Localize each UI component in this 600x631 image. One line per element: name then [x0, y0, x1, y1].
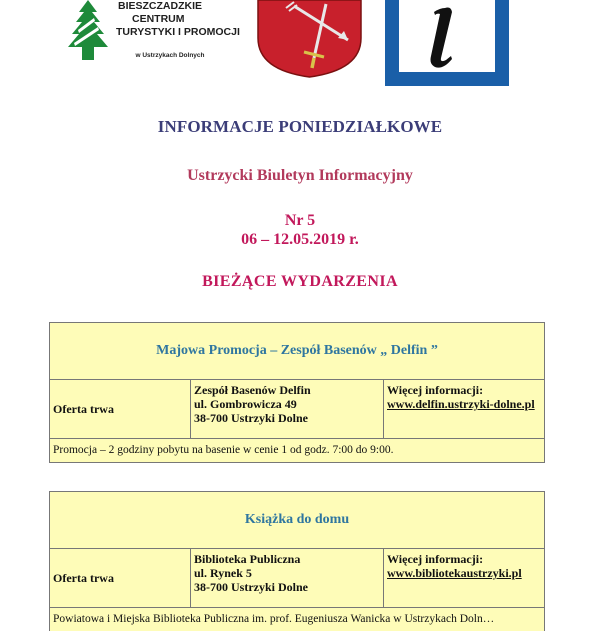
tree-icon	[64, 0, 112, 66]
offer-label: Oferta trwa	[50, 380, 191, 438]
address-line: 38-700 Ustrzyki Dolne	[194, 411, 308, 425]
logo-text	[110, 0, 240, 39]
logo-line-3: TURYSTYKI I PROMOCJI	[116, 26, 240, 38]
event-card	[49, 491, 545, 631]
event-link[interactable]: www.delfin.ustrzyki-dolne.pl	[387, 397, 535, 411]
issue-number: Nr 5	[284, 212, 316, 229]
section-title: BIEŻĄCE WYDARZENIA	[202, 273, 398, 290]
issue-dates: 06 – 12.05.2019 r.	[241, 231, 359, 248]
event-description: Powiatowa i Miejska Biblioteka Publiczna im. prof. Eugeniusza Wanicka w Ustrzykach Doln…	[50, 608, 544, 631]
tourist-info-icon	[385, 0, 509, 86]
address-line: Biblioteka Publiczna	[194, 552, 301, 566]
issue-info	[0, 211, 600, 249]
more-info-label: Więcej informacji:	[387, 552, 484, 566]
more-info-label: Więcej informacji:	[387, 383, 484, 397]
event-link[interactable]: www.bibliotekaustrzyki.pl	[387, 566, 522, 580]
event-title: Majowa Promocja – Zespół Basenów „ Delfin ”	[50, 323, 544, 380]
event-address	[191, 380, 384, 438]
bulletin-title: Ustrzycki Biuletyn Informacyjny	[187, 167, 413, 184]
event-title: Książka do domu	[50, 492, 544, 549]
event-card	[49, 322, 545, 463]
bctip-logo	[58, 0, 240, 66]
address-line: 38-700 Ustrzyki Dolne	[194, 580, 308, 594]
coat-of-arms-icon	[256, 0, 363, 78]
event-more-info	[384, 549, 544, 607]
logo-line-2: CENTRUM	[132, 13, 185, 25]
event-details-row	[50, 380, 544, 439]
address-line: ul. Gombrowicza 49	[194, 397, 297, 411]
event-more-info	[384, 380, 544, 438]
address-line: Zespół Basenów Delfin	[194, 383, 311, 397]
event-description: Promocja – 2 godziny pobytu na basenie w cenie 1 od godz. 7:00 do 9:00.	[50, 439, 544, 462]
address-line: ul. Rynek 5	[194, 566, 252, 580]
logo-line-1: BIESZCZADZKIE	[118, 0, 202, 12]
event-address	[191, 549, 384, 607]
offer-label: Oferta trwa	[50, 549, 191, 607]
event-details-row	[50, 549, 544, 608]
page-title: INFORMACJE PONIEDZIAŁKOWE	[157, 117, 443, 136]
logo-subtitle: w Ustrzykach Dolnych	[135, 52, 205, 59]
